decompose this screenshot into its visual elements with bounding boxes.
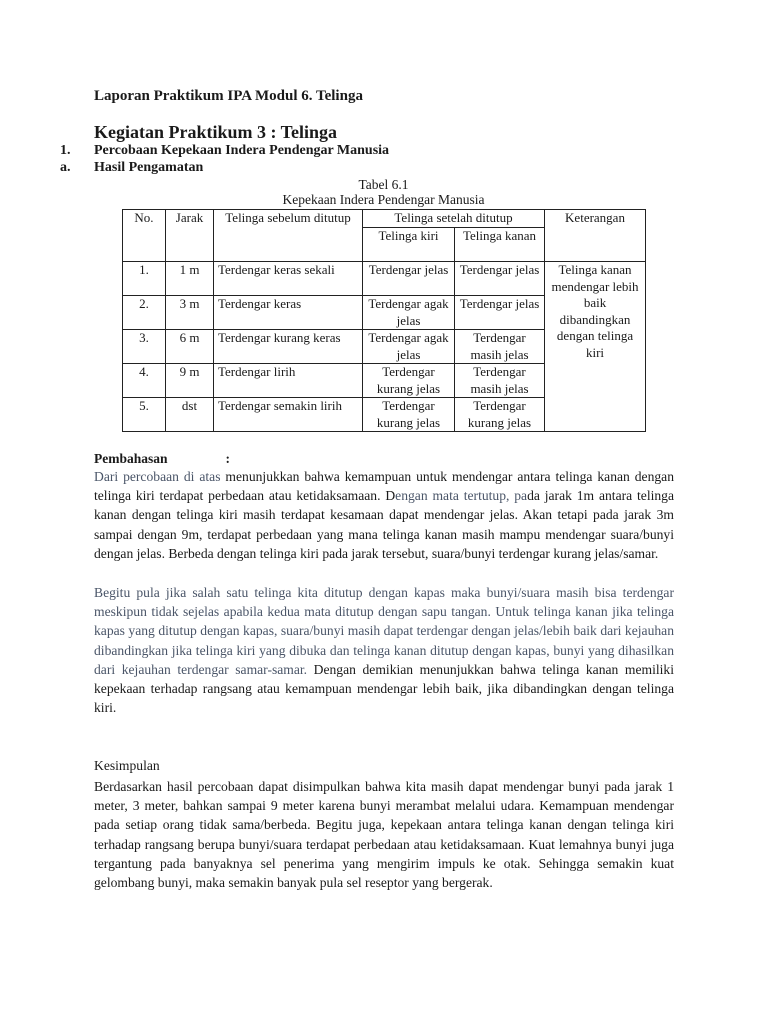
cell-no: 4. [123, 364, 166, 398]
conclusion-heading: Kesimpulan [94, 758, 160, 773]
cell-sebelum: Terdengar semakin lirih [214, 398, 363, 432]
list-marker: 1. [60, 143, 71, 158]
cell-no: 5. [123, 398, 166, 432]
discussion-paragraph-1 [94, 467, 674, 563]
cell-jarak: 1 m [166, 262, 214, 296]
header-setelah: Telinga setelah ditutup [363, 210, 545, 228]
cell-jarak: 3 m [166, 296, 214, 330]
header-keterangan: Keterangan [545, 210, 646, 262]
paragraph-segment-gray: engan mata tertutup, pa [395, 488, 528, 504]
activity-heading: Kegiatan Praktikum 3 : Telinga [94, 122, 338, 142]
cell-no: 2. [123, 296, 166, 330]
paragraph-segment-gray: Begitu pula jika salah satu telinga kita ditutup dengan kapas maka bunyi/suara masih bisa terdengar meskipun tidak sejelas apabila kedua mata ditutup dengan sapu tangan. Untuk telinga kanan jika telinga kapas yang ditutup dengan kapas, suara/bunyi masih dapat terdengar dengan jelas/lebih baik dari kejauhan dibandingkan jika telinga kiri yang dibuka dan telinga kanan ditutup dengan kapas, bunyi yang dihasilkan dari kejauhan terdengar samar-samar. [94, 585, 674, 677]
cell-kanan: Terdengar masih jelas [455, 330, 545, 364]
observation-table [122, 209, 646, 432]
paragraph-segment: da jarak 1m antara telinga kanan dengan telinga kiri masih terdapat kesamaan dapat mendengar jelas. Akan tetapi pada jarak 3m sampai dengan 9m, terdapat perbedaan yang mana telinga kanan masih mampu mendengar suara/bunyi dengan jelas. Berbeda dengan telinga kiri pada jarak tersebut, suara/bunyi terdengar kurang jelas/samar. [94, 488, 674, 561]
cell-sebelum: Terdengar kurang keras [214, 330, 363, 364]
discussion-heading-colon: : [225, 451, 231, 466]
discussion-heading [94, 451, 230, 467]
list-text: Percobaan Kepekaan Indera Pendengar Manusia [94, 143, 390, 158]
cell-kiri: Terdengar kurang jelas [363, 398, 455, 432]
cell-kiri: Terdengar agak jelas [363, 296, 455, 330]
header-no: No. [123, 210, 166, 262]
cell-kanan: Terdengar kurang jelas [455, 398, 545, 432]
list-text: Hasil Pengamatan [94, 160, 204, 175]
list-item-results [60, 160, 203, 176]
cell-jarak: dst [166, 398, 214, 432]
cell-no: 1. [123, 262, 166, 296]
table-row [123, 262, 646, 296]
paragraph-segment: Dengan demikian menunjukkan bahwa telinga kanan memiliki kepekaan terhadap rangsang atau kemampuan mendengar lebih baik, jika dibandingkan dengan telinga kiri. [94, 661, 674, 716]
cell-kanan: Terdengar masih jelas [455, 364, 545, 398]
cell-jarak: 9 m [166, 364, 214, 398]
document-title: Laporan Praktikum IPA Modul 6. Telinga [94, 88, 363, 104]
discussion-heading-label: Pembahasan [94, 451, 168, 466]
cell-kiri: Terdengar kurang jelas [363, 364, 455, 398]
cell-kanan: Terdengar jelas [455, 296, 545, 330]
header-kiri: Telinga kiri [363, 228, 455, 262]
table-caption-title: Kepekaan Indera Pendengar Manusia [282, 192, 485, 207]
list-marker: a. [60, 160, 71, 175]
cell-sebelum: Terdengar keras sekali [214, 262, 363, 296]
paragraph-segment: menunjukkan bahwa kemampuan untuk mendengar antara telinga kanan dengan telinga kiri terdapat perbedaan atau ketidaksamaan. D [94, 469, 674, 504]
cell-keterangan: Telinga kanan mendengar lebih baik dibandingkan dengan telinga kiri [545, 262, 646, 432]
header-kanan: Telinga kanan [455, 228, 545, 262]
cell-sebelum: Terdengar lirih [214, 364, 363, 398]
paragraph-segment-gray: Dari percobaan di atas [94, 469, 221, 484]
list-item-experiment [60, 143, 389, 159]
table-header-row [123, 210, 646, 228]
cell-sebelum: Terdengar keras [214, 296, 363, 330]
header-sebelum: Telinga sebelum ditutup [214, 210, 363, 262]
cell-jarak: 6 m [166, 330, 214, 364]
cell-kiri: Terdengar agak jelas [363, 330, 455, 364]
conclusion-paragraph: Berdasarkan hasil percobaan dapat disimpulkan bahwa kita masih dapat mendengar bunyi pada jarak 1 meter, 3 meter, bahkan sampai 9 meter karena bunyi merambat melalui udara. Kemampuan mendengar pada setiap orang tidak sama/berbeda. Begitu juga, kepekaan antara telinga kanan dengan telinga kiri terhadap rangsang berupa bunyi/suara terdapat perbedaan atau ketidaksamaan. Kuat lemahnya bunyi juga tergantung pada banyaknya sel penerima yang mengirim impuls ke otak. Sehingga semakin kuat gelombang bunyi, maka semakin banyak pula sel reseptor yang bergerak. [94, 779, 674, 891]
header-jarak: Jarak [166, 210, 214, 262]
cell-kanan: Terdengar jelas [455, 262, 545, 296]
cell-no: 3. [123, 330, 166, 364]
cell-kiri: Terdengar jelas [363, 262, 455, 296]
discussion-paragraph-2 [94, 583, 674, 717]
table-caption-number: Tabel 6.1 [358, 177, 409, 192]
